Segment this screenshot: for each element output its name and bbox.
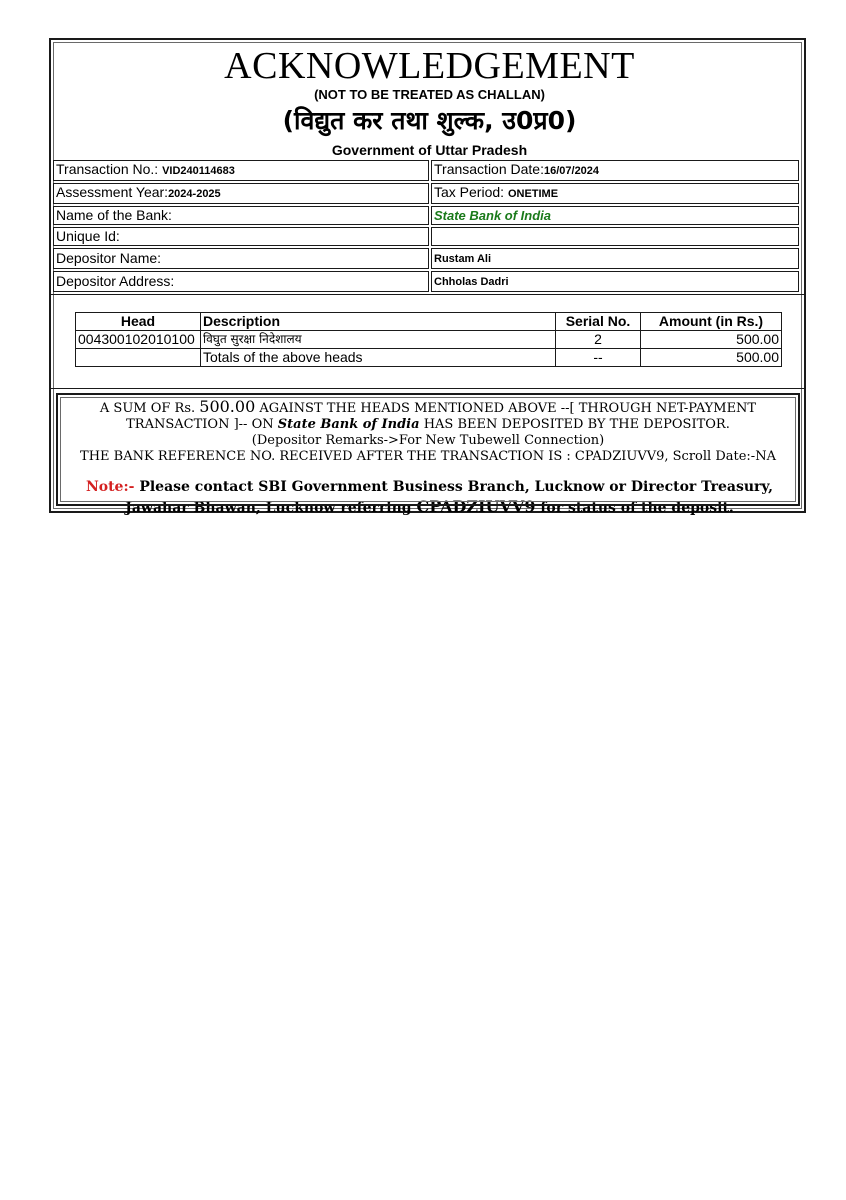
col-head: Head [76,313,201,331]
note-text-2: Jawahar Bhawan, Lucknow referring [125,500,412,516]
depositor-name: Rustam Ali [434,253,492,265]
note-label: Note:- [85,479,135,495]
transaction-date-value: 16/07/2024 [543,165,600,177]
deposit-remarks [58,399,798,465]
unique-id-label-cell: Unique Id: [53,227,429,246]
section-divider [51,388,804,389]
government-name: Government of Uttar Pradesh [331,142,528,158]
tax-period-value: ONETIME [507,188,559,200]
head-code: 004300102010100 [76,331,201,349]
head-amount: 500.00 [641,331,782,349]
transaction-no-label: Transaction No.: [56,161,159,177]
sum-suffix: AGAINST THE HEADS MENTIONED ABOVE --[ THROUGH NET-PAYMENT [259,401,757,416]
line2-suffix: HAS BEEN DEPOSITED BY THE DEPOSITOR. [423,417,730,432]
remarks-box [56,393,800,506]
heads-header-row [76,313,782,331]
totals-row [76,349,782,367]
col-serial: Serial No. [556,313,641,331]
info-row [53,206,799,225]
transaction-no-value: VID240114683 [162,165,235,177]
bank-name: State Bank of India [434,208,552,223]
transaction-date-label: Transaction Date: [434,161,544,177]
heads-table [75,312,782,367]
depositor-address-label-cell: Depositor Address: [53,271,429,292]
remark-bank-name: State Bank of India [277,417,420,432]
remark-line-1 [58,399,798,417]
note-reference: CPADZIUVV9 [416,497,536,516]
transaction-no-cell [53,160,429,181]
info-row [53,271,799,292]
page-title: ACKNOWLEDGEMENT [224,45,635,87]
unique-id-value-cell [431,227,799,246]
col-amount: Amount (in Rs.) [641,313,782,331]
info-row [53,248,799,269]
tax-period-label: Tax Period: [434,184,505,200]
col-description: Description [201,313,556,331]
head-description: विघुत सुरक्षा निदेशालय [201,331,556,349]
totals-amount: 500.00 [641,349,782,367]
transaction-info-table [51,158,801,294]
bank-label-cell: Name of the Bank: [53,206,429,225]
remark-line-4: THE BANK REFERENCE NO. RECEIVED AFTER THE TRANSACTION IS : CPADZIUVV9, Scroll Date:-NA [80,449,776,464]
info-row [53,183,799,204]
assessment-year-value: 2024-2025 [168,188,221,200]
hindi-title: (विद्युत कर तथा शुल्क, उ0प्र0) [282,106,577,135]
tax-period-cell [431,183,799,204]
depositor-address-value-cell [431,271,799,292]
sum-amount: 500.00 [199,397,256,416]
assessment-year-cell [53,183,429,204]
remark-line-2 [58,417,798,433]
section-divider [51,294,804,295]
note-text-3: for status of the deposit. [540,500,734,516]
bank-value-cell [431,206,799,225]
info-row [53,227,799,246]
table-row [76,331,782,349]
note-text-1: Please contact SBI Government Business Branch, Lucknow or Director Treasury, [139,479,774,495]
info-row [53,160,799,181]
depositor-address: Chholas Dadri [434,276,509,288]
totals-serial: -- [556,349,641,367]
totals-empty-cell [76,349,201,367]
sum-prefix: A SUM OF Rs. [99,401,196,416]
transaction-date-cell [431,160,799,181]
remark-line-3: (Depositor Remarks->For New Tubewell Connection) [251,433,605,448]
head-serial: 2 [556,331,641,349]
depositor-name-value-cell [431,248,799,269]
totals-label: Totals of the above heads [201,349,556,367]
depositor-name-label-cell: Depositor Name: [53,248,429,269]
assessment-year-label: Assessment Year: [56,184,169,200]
page-subtitle: (NOT TO BE TREATED AS CHALLAN) [314,87,545,102]
line2-prefix: TRANSACTION ]-- ON [126,417,274,432]
